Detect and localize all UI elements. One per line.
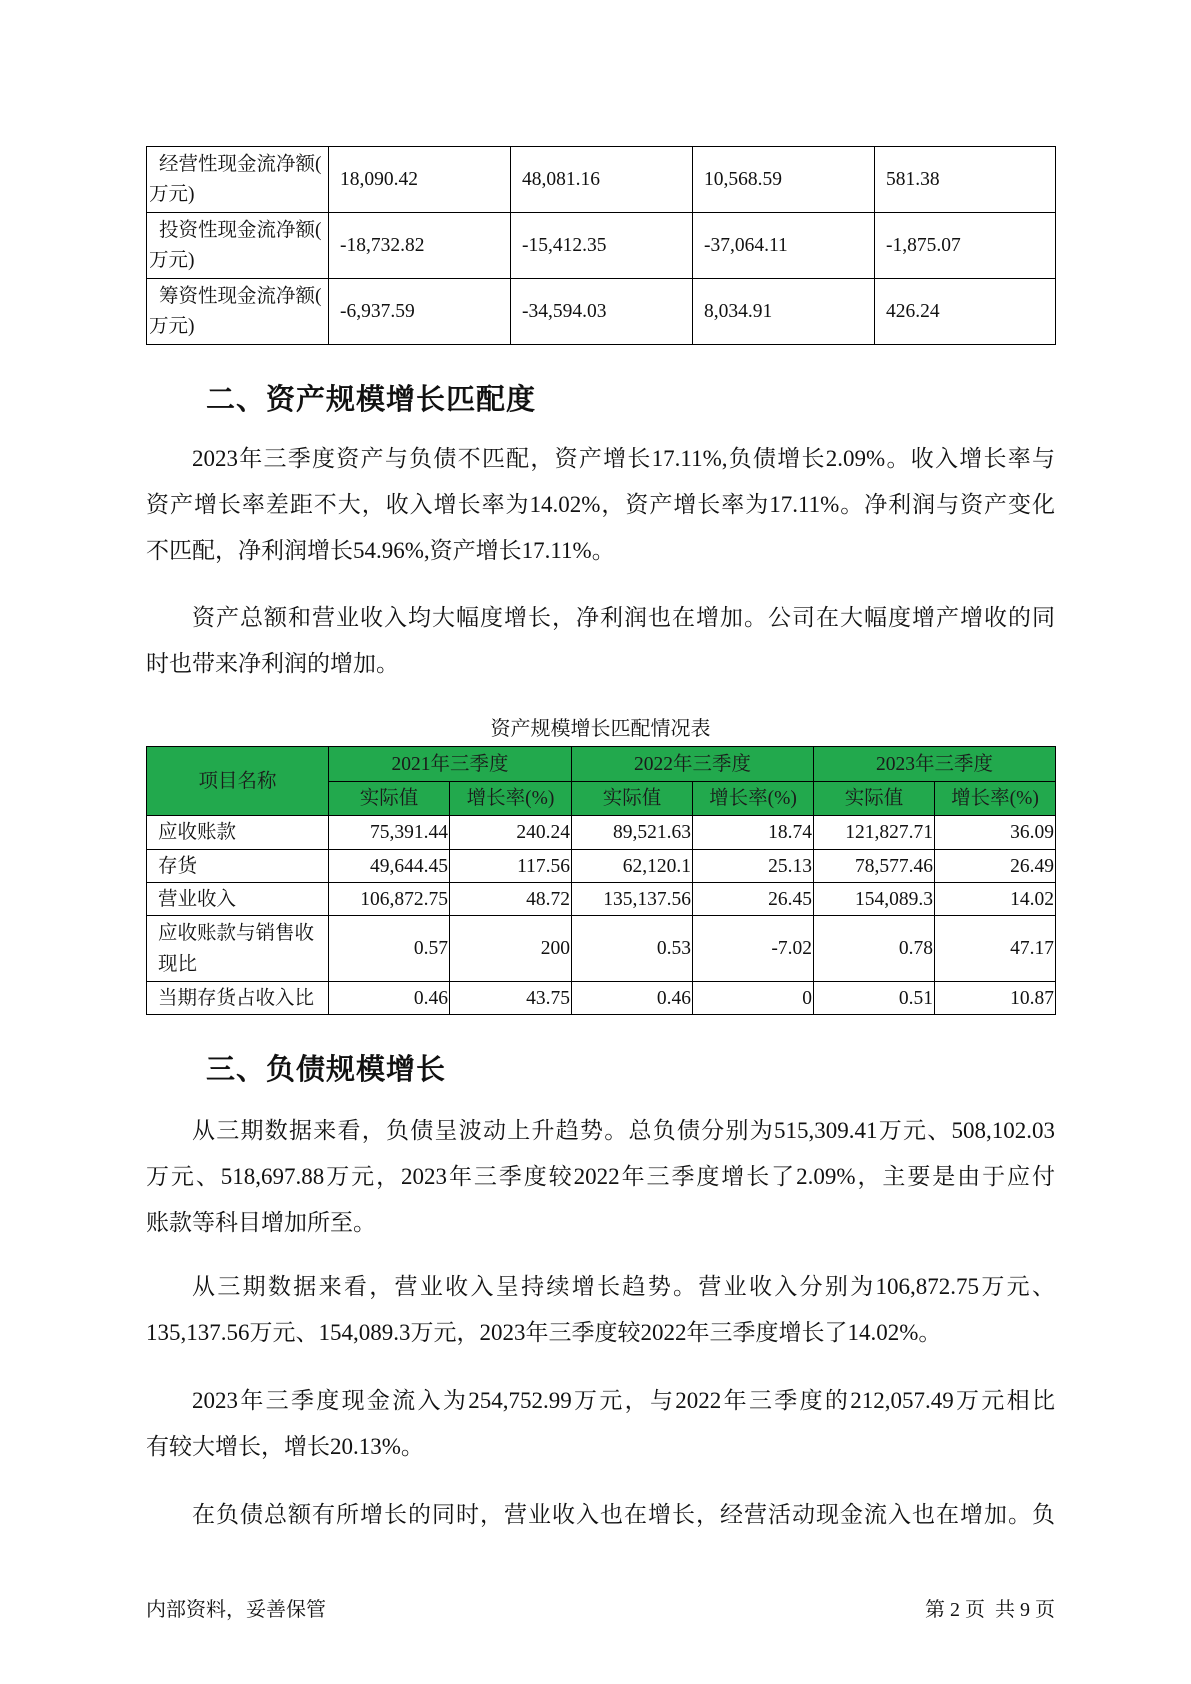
table-cell: 78,577.46 <box>814 850 935 883</box>
row-label: 存货 <box>147 850 329 883</box>
row-label: 当期存货占收入比 <box>147 982 329 1015</box>
table-cell: -6,937.59 <box>329 279 511 345</box>
table-cell: 18.74 <box>693 816 814 850</box>
table-cell: 0.46 <box>329 982 450 1015</box>
paragraph <box>146 1378 1055 1470</box>
table-row <box>147 850 1056 883</box>
row-label: 应收账款与销售收现比 <box>147 916 329 982</box>
paragraph-line: 时也带来净利润的增加。 <box>146 651 399 676</box>
table-row <box>147 883 1056 916</box>
paragraph <box>146 436 1055 574</box>
table-cell: 200 <box>450 916 572 982</box>
asset-growth-table <box>146 746 1056 1015</box>
table-cell: 154,089.3 <box>814 883 935 916</box>
paragraph-line: 2023年三季度现金流入为254,752.99万元，与2022年三季度的212,057.49万元相比 <box>192 1388 1055 1413</box>
table-cell: 62,120.1 <box>572 850 693 883</box>
table-row <box>147 916 1056 982</box>
table-cell: 47.17 <box>935 916 1056 982</box>
table-cell: 581.38 <box>875 147 1056 213</box>
column-header-period: 2021年三季度 <box>329 747 572 782</box>
table-cell: 48.72 <box>450 883 572 916</box>
paragraph-line: 账款等科目增加所至。 <box>146 1210 376 1235</box>
table-cell: -1,875.07 <box>875 213 1056 279</box>
table-cell: 48,081.16 <box>511 147 693 213</box>
paragraph-line: 资产增长率差距不大，收入增长率为14.02%，资产增长率为17.11%。净利润与资产变化 <box>146 492 1055 517</box>
table-cell: 426.24 <box>875 279 1056 345</box>
paragraph-line: 从三期数据来看，营业收入呈持续增长趋势。营业收入分别为106,872.75万元、 <box>192 1274 1055 1299</box>
section-heading: 二、资产规模增长匹配度 <box>206 384 537 416</box>
row-label: 营业收入 <box>147 883 329 916</box>
row-label: 经营性现金流净额(万元) <box>147 147 329 213</box>
paragraph <box>146 1108 1055 1246</box>
section-heading: 三、负债规模增长 <box>206 1054 447 1086</box>
table-cell: 26.49 <box>935 850 1056 883</box>
table-cell: 26.45 <box>693 883 814 916</box>
table-cell: 117.56 <box>450 850 572 883</box>
paragraph-line: 从三期数据来看，负债呈波动上升趋势。总负债分别为515,309.41万元、508,102.03 <box>192 1118 1055 1143</box>
table-cell: 135,137.56 <box>572 883 693 916</box>
table-cell: 49,644.45 <box>329 850 450 883</box>
row-label: 应收账款 <box>147 816 329 850</box>
column-header-actual: 实际值 <box>329 782 450 816</box>
paragraph-line: 资产总额和营业收入均大幅度增长，净利润也在增加。公司在大幅度增产增收的同 <box>192 605 1055 630</box>
column-header-growth: 增长率(%) <box>693 782 814 816</box>
paragraph <box>146 1492 1055 1538</box>
table-cell: -34,594.03 <box>511 279 693 345</box>
column-header-item: 项目名称 <box>147 747 329 816</box>
table-row <box>147 213 1056 279</box>
table-cell: 43.75 <box>450 982 572 1015</box>
column-header-period: 2023年三季度 <box>814 747 1056 782</box>
table-cell: 75,391.44 <box>329 816 450 850</box>
table-cell: 10,568.59 <box>693 147 875 213</box>
table-caption: 资产规模增长匹配情况表 <box>490 718 711 740</box>
table-cell: 18,090.42 <box>329 147 511 213</box>
table-cell: 0.57 <box>329 916 450 982</box>
table-row <box>147 816 1056 850</box>
column-header-actual: 实际值 <box>814 782 935 816</box>
table-cell: 0.78 <box>814 916 935 982</box>
row-label: 筹资性现金流净额(万元) <box>147 279 329 345</box>
table-cell: 8,034.91 <box>693 279 875 345</box>
column-header-growth: 增长率(%) <box>935 782 1056 816</box>
paragraph-line: 2023年三季度资产与负债不匹配，资产增长17.11%,负债增长2.09%。收入增长率与 <box>192 446 1055 471</box>
table-cell: 36.09 <box>935 816 1056 850</box>
column-header-growth: 增长率(%) <box>450 782 572 816</box>
table-cell: 0 <box>693 982 814 1015</box>
table-cell: 121,827.71 <box>814 816 935 850</box>
footer-confidential-note: 内部资料，妥善保管 <box>146 1599 326 1621</box>
table-cell: 10.87 <box>935 982 1056 1015</box>
table-cell: 0.46 <box>572 982 693 1015</box>
table-cell: 89,521.63 <box>572 816 693 850</box>
row-label: 投资性现金流净额(万元) <box>147 213 329 279</box>
table-cell: -18,732.82 <box>329 213 511 279</box>
table-cell: 0.51 <box>814 982 935 1015</box>
table-cell: 240.24 <box>450 816 572 850</box>
paragraph-line: 有较大增长，增长20.13%。 <box>146 1434 424 1459</box>
table-row <box>147 982 1056 1015</box>
paragraph <box>146 1264 1055 1356</box>
table-cell: -37,064.11 <box>693 213 875 279</box>
table-cell: -7.02 <box>693 916 814 982</box>
column-header-period: 2022年三季度 <box>572 747 814 782</box>
paragraph-line: 在负债总额有所增长的同时，营业收入也在增长，经营活动现金流入也在增加。负 <box>192 1502 1055 1527</box>
table-cell: 0.53 <box>572 916 693 982</box>
table-cell: -15,412.35 <box>511 213 693 279</box>
table-row <box>147 279 1056 345</box>
cash-flow-table <box>146 146 1056 345</box>
column-header-actual: 实际值 <box>572 782 693 816</box>
paragraph <box>146 595 1055 687</box>
table-cell: 106,872.75 <box>329 883 450 916</box>
table-cell: 14.02 <box>935 883 1056 916</box>
table-row <box>147 147 1056 213</box>
table-header-row <box>147 747 1056 782</box>
paragraph-line: 万元、518,697.88万元，2023年三季度较2022年三季度增长了2.09%，主要是由于应付 <box>146 1164 1055 1189</box>
table-cell: 25.13 <box>693 850 814 883</box>
paragraph-line: 不匹配，净利润增长54.96%,资产增长17.11%。 <box>146 538 615 563</box>
paragraph-line: 135,137.56万元、154,089.3万元，2023年三季度较2022年三季度增长了14.02%。 <box>146 1320 942 1345</box>
footer-page-number: 第 2 页 共 9 页 <box>925 1599 1055 1621</box>
